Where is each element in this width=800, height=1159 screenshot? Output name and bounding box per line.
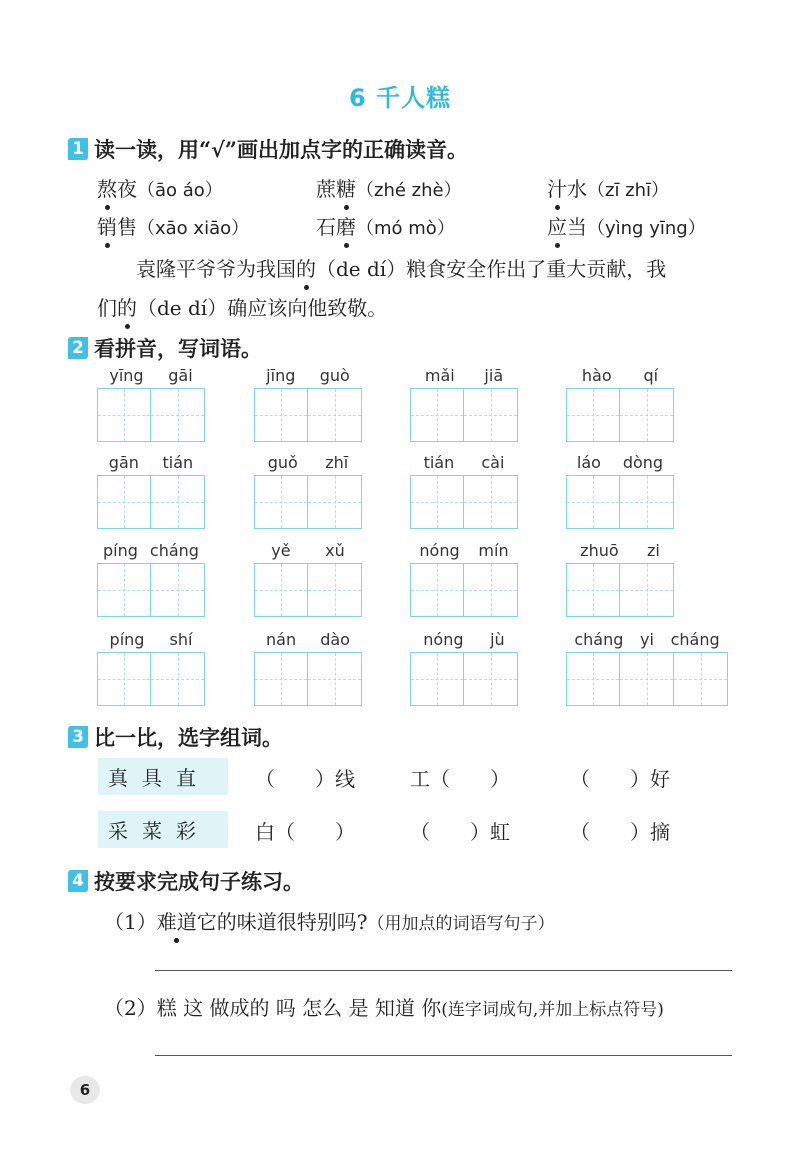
reading-item bbox=[97, 173, 223, 202]
pinyin-syllable: cài bbox=[481, 453, 505, 472]
pinyin-row bbox=[254, 541, 362, 563]
pinyin-syllable: yīng bbox=[109, 366, 144, 385]
writing-cell[interactable] bbox=[620, 652, 674, 706]
question-label: （1） bbox=[104, 910, 157, 934]
pinyin-syllable: zhuō bbox=[580, 541, 619, 560]
question-2 bbox=[104, 992, 664, 1021]
section-2-heading bbox=[68, 333, 262, 363]
char-grid bbox=[97, 563, 205, 617]
pinyin-row bbox=[566, 630, 728, 652]
pinyin-word-box bbox=[254, 541, 362, 617]
writing-cell[interactable] bbox=[566, 475, 620, 529]
fill-blank[interactable]: （ ）线 bbox=[255, 767, 355, 791]
char-grid bbox=[566, 563, 674, 617]
reading-item bbox=[316, 211, 455, 240]
dotted-char: 难道 bbox=[156, 910, 197, 934]
char-grid bbox=[97, 475, 205, 529]
writing-cell[interactable] bbox=[410, 475, 464, 529]
writing-cell[interactable] bbox=[151, 388, 205, 442]
word-char: 石 bbox=[316, 215, 336, 239]
pinyin-row bbox=[97, 366, 205, 388]
writing-cell[interactable] bbox=[308, 563, 362, 617]
char-grid bbox=[410, 475, 518, 529]
section-instruction: 比一比，选字组词。 bbox=[94, 725, 283, 750]
pinyin-syllable: shí bbox=[169, 630, 193, 649]
dotted-char: 应 bbox=[547, 215, 567, 239]
writing-cell[interactable] bbox=[410, 563, 464, 617]
writing-cell[interactable] bbox=[97, 475, 151, 529]
section-1-heading bbox=[68, 134, 468, 164]
pinyin-word-box bbox=[254, 630, 362, 706]
pinyin-word-box bbox=[97, 541, 205, 617]
pinyin-choices[interactable]: （yìng yīng） bbox=[587, 218, 706, 239]
writing-cell[interactable] bbox=[97, 652, 151, 706]
pinyin-row bbox=[97, 541, 205, 563]
pinyin-row bbox=[410, 541, 518, 563]
pinyin-syllable: dòng bbox=[622, 453, 664, 472]
pinyin-syllable: píng bbox=[103, 541, 138, 560]
pinyin-syllable: zi bbox=[646, 541, 660, 560]
pinyin-row bbox=[254, 366, 362, 388]
fill-blank[interactable]: （ ）好 bbox=[570, 767, 670, 791]
writing-cell[interactable] bbox=[254, 563, 308, 617]
word-char: 蔗 bbox=[316, 177, 336, 201]
fill-blank[interactable]: 白（ ） bbox=[255, 820, 355, 844]
pinyin-row bbox=[97, 630, 205, 652]
section-number: 2 bbox=[68, 337, 88, 359]
reading-item bbox=[547, 173, 669, 202]
reading-item bbox=[316, 173, 462, 202]
page-title: 6 千人糕 bbox=[348, 84, 452, 112]
reading-item bbox=[97, 211, 249, 240]
char-choice-group-2: 采菜彩 bbox=[98, 811, 228, 848]
pinyin-word-box bbox=[410, 366, 518, 442]
pinyin-row bbox=[566, 366, 674, 388]
char-grid bbox=[97, 652, 205, 706]
pinyin-syllable: qí bbox=[643, 366, 659, 385]
char-grid bbox=[410, 388, 518, 442]
pinyin-syllable: mín bbox=[478, 541, 509, 560]
writing-cell[interactable] bbox=[151, 563, 205, 617]
char-grid bbox=[254, 475, 362, 529]
pinyin-word-box bbox=[566, 453, 674, 529]
dotted-char: 销 bbox=[97, 215, 117, 239]
writing-cell[interactable] bbox=[308, 388, 362, 442]
pinyin-row bbox=[566, 453, 674, 475]
pinyin-choices[interactable]: （mó mò） bbox=[356, 218, 455, 239]
writing-cell[interactable] bbox=[151, 652, 205, 706]
pinyin-syllable: tián bbox=[162, 453, 194, 472]
word-char: 当 bbox=[567, 215, 587, 239]
pinyin-syllable: hào bbox=[581, 366, 612, 385]
writing-cell[interactable] bbox=[464, 563, 518, 617]
pinyin-syllable: jiā bbox=[484, 366, 504, 385]
question-label: （2） bbox=[104, 996, 157, 1020]
pinyin-row bbox=[97, 453, 205, 475]
writing-cell[interactable] bbox=[151, 475, 205, 529]
section-number: 3 bbox=[68, 726, 88, 748]
pinyin-syllable: cháng bbox=[670, 630, 720, 649]
answer-line-1[interactable] bbox=[155, 970, 732, 971]
pinyin-syllable: cháng bbox=[574, 630, 624, 649]
writing-cell[interactable] bbox=[308, 475, 362, 529]
pinyin-syllable: yě bbox=[271, 541, 291, 560]
pinyin-syllable: gāi bbox=[168, 366, 193, 385]
pinyin-syllable: jīng bbox=[266, 366, 296, 385]
pinyin-syllable: guò bbox=[319, 366, 350, 385]
section-4-heading bbox=[68, 866, 304, 896]
pinyin-word-box bbox=[97, 453, 205, 529]
sentence-text[interactable]: （de dí）确应该向他致敬。 bbox=[137, 296, 388, 320]
char-grid bbox=[566, 652, 728, 706]
word-char: 售 bbox=[117, 215, 137, 239]
fill-blank[interactable]: 工（ ） bbox=[410, 767, 510, 791]
pinyin-choices[interactable]: （zī zhī） bbox=[587, 180, 670, 201]
char-choice-group-1: 真具直 bbox=[98, 758, 228, 795]
writing-cell[interactable] bbox=[464, 475, 518, 529]
pinyin-syllable: láo bbox=[576, 453, 601, 472]
answer-line-2[interactable] bbox=[155, 1055, 732, 1056]
sentence-text[interactable]: （de dí）粮食安全作出了重大贡献，我 bbox=[316, 257, 667, 281]
sentence-text: 袁隆平爷爷为我国 bbox=[136, 257, 296, 281]
pinyin-word-box bbox=[254, 453, 362, 529]
writing-cell[interactable] bbox=[674, 652, 728, 706]
writing-cell[interactable] bbox=[254, 475, 308, 529]
char-grid bbox=[254, 652, 362, 706]
section-instruction: 按要求完成句子练习。 bbox=[94, 869, 304, 894]
writing-cell[interactable] bbox=[464, 388, 518, 442]
pinyin-word-box bbox=[97, 630, 205, 706]
pinyin-choices[interactable]: （xāo xiāo） bbox=[137, 218, 250, 239]
pinyin-word-box bbox=[566, 366, 674, 442]
fill-blank[interactable]: （ ）摘 bbox=[570, 820, 670, 844]
question-text: 它的味道很特别吗? bbox=[196, 910, 368, 934]
section-instruction: 读一读，用“√”画出加点字的正确读音。 bbox=[94, 137, 468, 162]
writing-cell[interactable] bbox=[620, 563, 674, 617]
pinyin-word-box bbox=[97, 366, 205, 442]
pinyin-row bbox=[254, 453, 362, 475]
section-number: 1 bbox=[68, 138, 88, 160]
pinyin-syllable: cháng bbox=[149, 541, 199, 560]
word-char: 夜 bbox=[117, 177, 137, 201]
char-grid bbox=[566, 388, 674, 442]
sentence-text: 们 bbox=[97, 296, 117, 320]
pinyin-word-box bbox=[410, 630, 518, 706]
writing-cell[interactable] bbox=[566, 563, 620, 617]
pinyin-syllable: zhī bbox=[325, 453, 349, 472]
sentence-line-1 bbox=[136, 253, 666, 282]
pinyin-syllable: yi bbox=[640, 630, 654, 649]
writing-cell[interactable] bbox=[566, 652, 620, 706]
reading-item bbox=[547, 211, 706, 240]
pinyin-syllable: xǔ bbox=[325, 541, 345, 560]
dotted-char: 的 bbox=[117, 296, 137, 320]
pinyin-choices[interactable]: （zhé zhè） bbox=[356, 180, 462, 201]
pinyin-syllable: jù bbox=[490, 630, 505, 649]
pinyin-word-box bbox=[254, 366, 362, 442]
pinyin-syllable: dào bbox=[320, 630, 350, 649]
pinyin-syllable: nán bbox=[266, 630, 297, 649]
writing-cell[interactable] bbox=[464, 652, 518, 706]
writing-cell[interactable] bbox=[308, 652, 362, 706]
section-instruction: 看拼音，写词语。 bbox=[94, 336, 262, 361]
char-grid bbox=[97, 388, 205, 442]
word-char: 水 bbox=[567, 177, 587, 201]
pinyin-word-box bbox=[410, 453, 518, 529]
pinyin-word-box bbox=[566, 541, 674, 617]
dotted-char: 汁 bbox=[547, 177, 567, 201]
dotted-word bbox=[157, 910, 197, 934]
fill-blank[interactable]: （ ）虹 bbox=[410, 820, 510, 844]
char-grid bbox=[254, 388, 362, 442]
section-number: 4 bbox=[68, 870, 88, 892]
char-grid bbox=[410, 652, 518, 706]
dotted-char: 磨 bbox=[336, 215, 356, 239]
char-grid bbox=[254, 563, 362, 617]
dotted-char: 糖 bbox=[336, 177, 356, 201]
question-hint: （用加点的词语写句子） bbox=[367, 914, 555, 934]
writing-cell[interactable] bbox=[566, 388, 620, 442]
pinyin-row bbox=[410, 366, 518, 388]
writing-cell[interactable] bbox=[410, 388, 464, 442]
char-grid bbox=[410, 563, 518, 617]
pinyin-syllable: nóng bbox=[423, 630, 464, 649]
pinyin-row bbox=[410, 453, 518, 475]
dotted-char: 熬 bbox=[97, 177, 117, 201]
pinyin-choices[interactable]: （āo áo） bbox=[137, 180, 223, 201]
pinyin-syllable: guǒ bbox=[267, 453, 298, 472]
dotted-char: 的 bbox=[296, 257, 316, 281]
question-text: 糕 这 做成的 吗 怎么 是 知道 你 bbox=[156, 996, 442, 1020]
pinyin-row bbox=[410, 630, 518, 652]
writing-cell[interactable] bbox=[620, 388, 674, 442]
pinyin-syllable: píng bbox=[109, 630, 145, 649]
question-hint: (连字词成句,并加上标点符号) bbox=[441, 1000, 664, 1020]
pinyin-row bbox=[566, 541, 674, 563]
section-3-heading bbox=[68, 722, 283, 752]
char-grid bbox=[566, 475, 674, 529]
sentence-line-2 bbox=[97, 292, 387, 321]
writing-cell[interactable] bbox=[620, 475, 674, 529]
writing-cell[interactable] bbox=[97, 388, 151, 442]
writing-cell[interactable] bbox=[254, 388, 308, 442]
writing-cell[interactable] bbox=[254, 652, 308, 706]
question-1 bbox=[104, 906, 554, 935]
pinyin-syllable: gān bbox=[108, 453, 139, 472]
page-number: 6 bbox=[70, 1076, 100, 1104]
writing-cell[interactable] bbox=[97, 563, 151, 617]
pinyin-syllable: tián bbox=[423, 453, 455, 472]
pinyin-word-box bbox=[566, 630, 728, 706]
pinyin-syllable: mǎi bbox=[424, 366, 455, 385]
pinyin-row bbox=[254, 630, 362, 652]
writing-cell[interactable] bbox=[410, 652, 464, 706]
pinyin-syllable: nóng bbox=[419, 541, 460, 560]
pinyin-word-box bbox=[410, 541, 518, 617]
